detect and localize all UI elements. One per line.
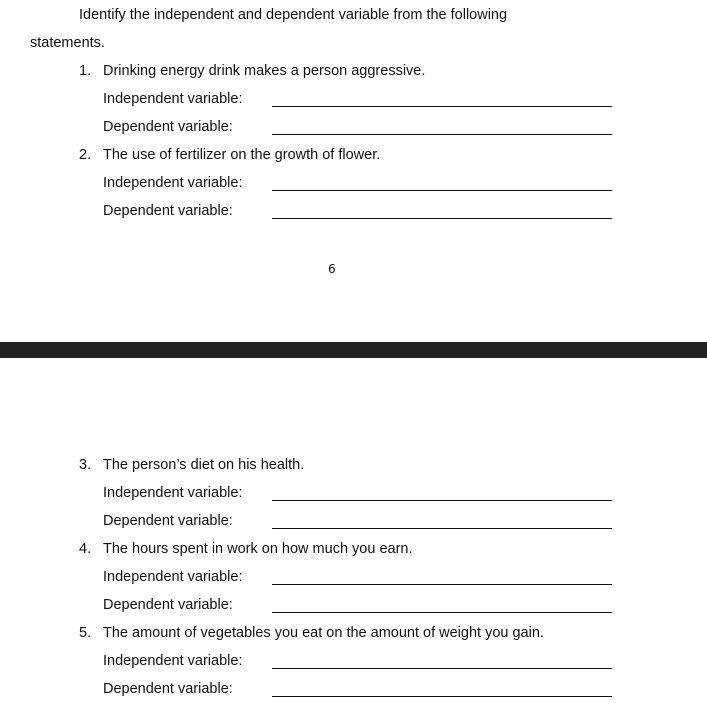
independent-variable-label: Independent variable: xyxy=(103,569,243,585)
dependent-variable-label: Dependent variable: xyxy=(103,203,233,219)
item-statement: Drinking energy drink makes a person aggressive. xyxy=(103,63,426,79)
independent-variable-label: Independent variable: xyxy=(103,653,243,669)
item-number: 3. xyxy=(79,457,92,473)
item-number: 5. xyxy=(79,625,92,641)
independent-variable-blank[interactable] xyxy=(272,500,612,501)
dependent-variable-blank[interactable] xyxy=(272,134,612,135)
item-number: 1. xyxy=(79,63,92,79)
page-number: 6 xyxy=(328,262,336,276)
dependent-variable-label: Dependent variable: xyxy=(103,681,233,697)
dependent-variable-label: Dependent variable: xyxy=(103,597,233,613)
independent-variable-label: Independent variable: xyxy=(103,175,243,191)
dependent-variable-blank[interactable] xyxy=(272,612,612,613)
dependent-variable-label: Dependent variable: xyxy=(103,119,233,135)
item-number: 4. xyxy=(79,541,92,557)
page-divider xyxy=(0,342,707,358)
item-number: 2. xyxy=(79,147,92,163)
independent-variable-blank[interactable] xyxy=(272,668,612,669)
item-statement: The amount of vegetables you eat on the amount of weight you gain. xyxy=(103,625,544,641)
instructions-line-1: Identify the independent and dependent variable from the following xyxy=(79,7,508,23)
independent-variable-label: Independent variable: xyxy=(103,91,243,107)
item-statement: The hours spent in work on how much you earn. xyxy=(103,541,413,557)
item-statement: The use of fertilizer on the growth of flower. xyxy=(103,147,381,163)
independent-variable-blank[interactable] xyxy=(272,106,612,107)
dependent-variable-blank[interactable] xyxy=(272,696,612,697)
independent-variable-label: Independent variable: xyxy=(103,485,243,501)
dependent-variable-label: Dependent variable: xyxy=(103,513,233,529)
dependent-variable-blank[interactable] xyxy=(272,218,612,219)
independent-variable-blank[interactable] xyxy=(272,190,612,191)
instructions-line-2: statements. xyxy=(30,35,105,51)
dependent-variable-blank[interactable] xyxy=(272,528,612,529)
item-statement: The person’s diet on his health. xyxy=(103,457,305,473)
independent-variable-blank[interactable] xyxy=(272,584,612,585)
